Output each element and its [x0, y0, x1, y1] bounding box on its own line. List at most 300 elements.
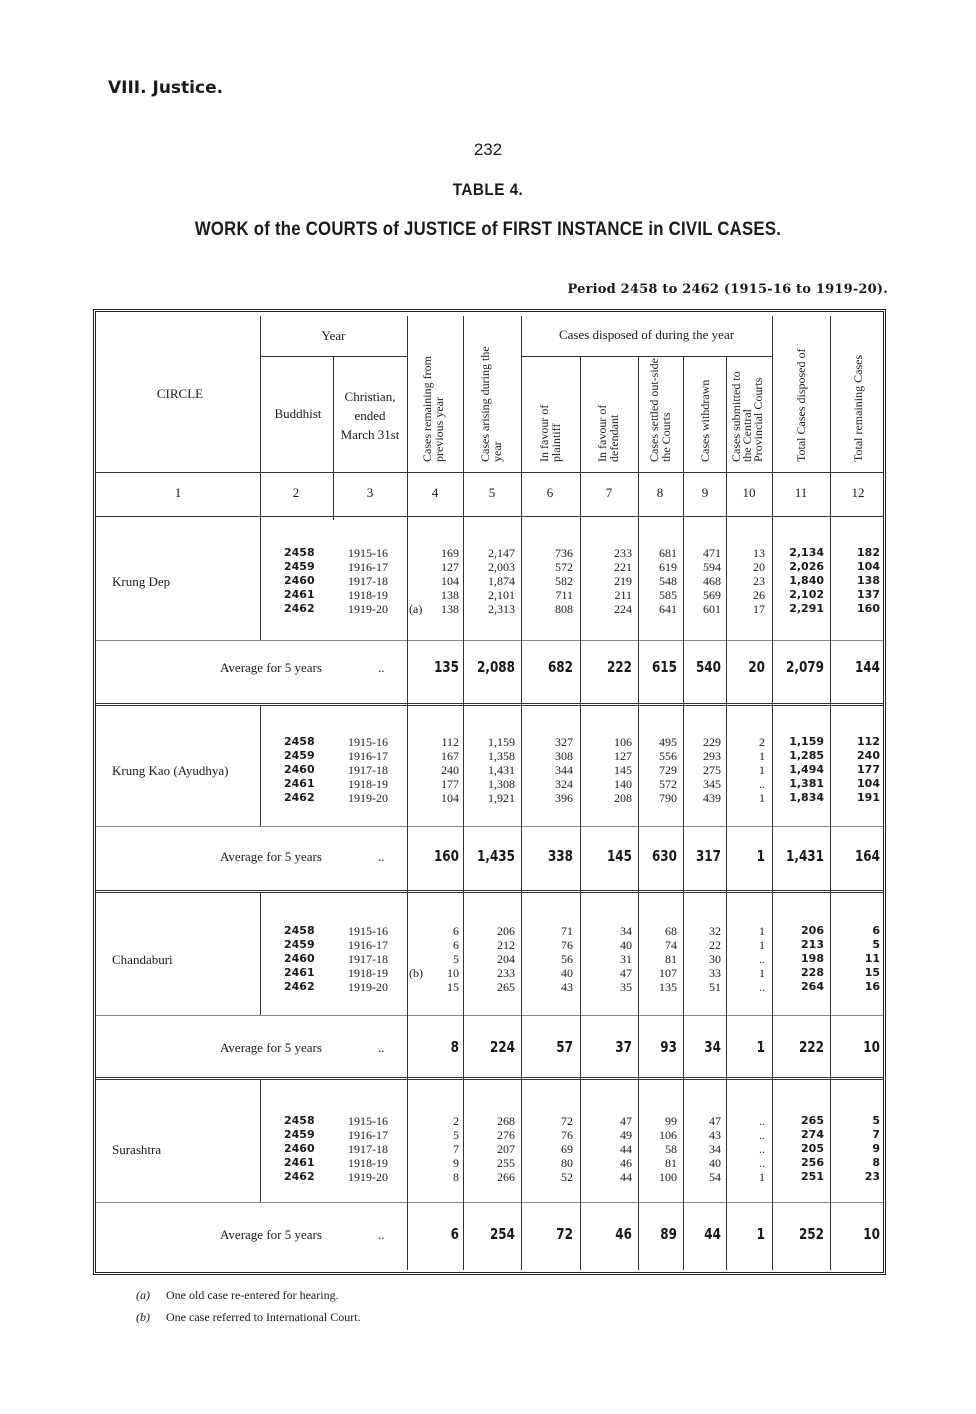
- cell: 1,874: [488, 574, 515, 588]
- cell: 58: [665, 1142, 677, 1156]
- average-value: 93: [660, 1038, 677, 1056]
- cell: 76: [561, 938, 573, 952]
- cell: 1,159: [488, 735, 515, 749]
- cell: 2,102: [789, 588, 824, 601]
- cell: 2,291: [789, 602, 824, 615]
- cell: 30: [709, 952, 721, 966]
- settled-column: [627, 924, 677, 994]
- cell: 1917-18: [348, 1142, 388, 1156]
- table-title: WORK of the COURTS of JUSTICE of FIRST INSTANCE in CIVIL CASES.: [194, 219, 782, 240]
- cell: 135: [659, 980, 677, 994]
- cell: 265: [497, 980, 515, 994]
- cell: 72: [561, 1114, 573, 1128]
- cell: 44: [620, 1142, 632, 1156]
- cell: 711: [555, 588, 573, 602]
- leader-dots: ..: [378, 1227, 385, 1242]
- remaining-prev-column: [409, 546, 459, 616]
- average-value: 72: [556, 1225, 573, 1243]
- cell: 15: [447, 980, 459, 994]
- cell: 274: [801, 1128, 824, 1141]
- cell: 68: [665, 924, 677, 938]
- cell: 1915-16: [348, 546, 388, 560]
- plaintiff-column: [523, 1114, 573, 1184]
- rule: [260, 520, 261, 640]
- cell: 572: [555, 560, 573, 574]
- average-value: 20: [748, 658, 765, 676]
- cell: 1,159: [789, 735, 824, 748]
- submitted-column: [715, 735, 765, 805]
- header-favour-defendant: In favour of defendant: [595, 404, 621, 462]
- cell: 145: [614, 763, 632, 777]
- cell: 240: [857, 749, 880, 762]
- buddhist-years: [284, 1114, 324, 1184]
- circle-name: Krung Kao (Ayudhya): [112, 763, 229, 778]
- cell: 34: [709, 1142, 721, 1156]
- column-number: 9: [701, 485, 709, 500]
- cell: 160: [857, 602, 880, 615]
- cell: 182: [857, 546, 880, 559]
- average-value: 1,431: [786, 847, 824, 865]
- cell: 268: [497, 1114, 515, 1128]
- cell: 1,431: [488, 763, 515, 777]
- cell: 569: [703, 588, 721, 602]
- rule: [772, 316, 773, 1270]
- rule: [407, 316, 408, 1270]
- cell: 2459: [284, 560, 315, 573]
- cell: 1919-20: [348, 602, 388, 616]
- average-value: 224: [489, 1038, 515, 1056]
- cell: 1918-19: [348, 966, 388, 980]
- column-number: 12: [851, 485, 865, 500]
- average-value: 2,079: [786, 658, 824, 676]
- cell: 1,494: [789, 763, 824, 776]
- footnote-text: One case referred to International Court.: [166, 1310, 361, 1324]
- plaintiff-column: [523, 546, 573, 616]
- cell: 213: [801, 938, 824, 951]
- cell: 2462: [284, 602, 315, 615]
- cell: 1: [759, 791, 765, 805]
- submitted-column: [715, 924, 765, 994]
- section-heading: VIII. Justice.: [108, 78, 224, 98]
- cell: 7: [453, 1142, 459, 1156]
- cell: 2460: [284, 1142, 315, 1155]
- cell: 276: [497, 1128, 515, 1142]
- cell: 138: [857, 574, 880, 587]
- cell: 2461: [284, 1156, 315, 1169]
- cell: 177: [441, 777, 459, 791]
- cell: 52: [561, 1170, 573, 1184]
- cell: 2461: [284, 777, 315, 790]
- cell: 229: [703, 735, 721, 749]
- column-number: 7: [605, 485, 613, 500]
- average-value: 222: [606, 658, 632, 676]
- cell: 112: [857, 735, 880, 748]
- average-value: 615: [651, 658, 677, 676]
- cell: 15: [864, 966, 880, 979]
- cell: 790: [659, 791, 677, 805]
- total-remaining-column: [830, 735, 880, 805]
- cell: 2462: [284, 1170, 315, 1183]
- circle-name: Chandaburi: [112, 952, 173, 967]
- cell: 204: [497, 952, 515, 966]
- cell: 327: [555, 735, 573, 749]
- cell: 206: [497, 924, 515, 938]
- cell: 140: [614, 777, 632, 791]
- average-value: 57: [556, 1038, 573, 1056]
- cell: 1: [759, 1170, 765, 1184]
- average-value: 44: [704, 1225, 721, 1243]
- cell: 2459: [284, 749, 315, 762]
- average-value: 1: [756, 847, 765, 865]
- cell: 736: [555, 546, 573, 560]
- defendant-column: [582, 1114, 632, 1184]
- cell: 266: [497, 1170, 515, 1184]
- cell: 32: [709, 924, 721, 938]
- cell: 1,834: [789, 791, 824, 804]
- rule: [521, 356, 772, 357]
- cell: 47: [620, 966, 632, 980]
- average-value: 2,088: [477, 658, 515, 676]
- header-year: Year: [321, 328, 346, 343]
- cell: 1,308: [488, 777, 515, 791]
- cell: 233: [497, 966, 515, 980]
- cell: 619: [659, 560, 677, 574]
- cell: 137: [857, 588, 880, 601]
- cell: 47: [709, 1114, 721, 1128]
- cell: 9: [453, 1156, 459, 1170]
- rule: [260, 706, 261, 826]
- arising-column: [465, 1114, 515, 1184]
- cell: 1916-17: [348, 560, 388, 574]
- rule: [333, 357, 334, 520]
- cell: 495: [659, 735, 677, 749]
- cell: 1917-18: [348, 574, 388, 588]
- cell: 46: [620, 1156, 632, 1170]
- cell: 5: [453, 1128, 459, 1142]
- cell: 439: [703, 791, 721, 805]
- average-value: 338: [547, 847, 573, 865]
- cell: 5: [453, 952, 459, 966]
- rule: [96, 472, 883, 473]
- average-value: 6: [450, 1225, 459, 1243]
- rule: [96, 640, 883, 641]
- rule: [580, 357, 581, 1270]
- total-disposed-column: [774, 1114, 824, 1184]
- average-value: 317: [695, 847, 721, 865]
- cell: 396: [555, 791, 573, 805]
- cell: 138: [441, 602, 459, 616]
- withdrawn-column: [671, 735, 721, 805]
- cell: 1919-20: [348, 980, 388, 994]
- footnote-b: [136, 1310, 361, 1325]
- cell: 1915-16: [348, 1114, 388, 1128]
- average-value: 160: [433, 847, 459, 865]
- cell: 1,381: [789, 777, 824, 790]
- cell: 212: [497, 938, 515, 952]
- table-label: TABLE 4.: [452, 180, 524, 199]
- rule: [260, 893, 261, 1015]
- cell: 205: [801, 1142, 824, 1155]
- cell: 256: [801, 1156, 824, 1169]
- cell: 208: [614, 791, 632, 805]
- cell: 556: [659, 749, 677, 763]
- cell: (b): [409, 966, 423, 980]
- cell: 104: [857, 560, 880, 573]
- average-value: 164: [854, 847, 880, 865]
- cell: 106: [659, 1128, 677, 1142]
- settled-column: [627, 1114, 677, 1184]
- cell: 468: [703, 574, 721, 588]
- average-value: 540: [695, 658, 721, 676]
- header-arising: Cases arising during the year: [478, 346, 504, 462]
- header-total-remaining: Total remaining Cases: [851, 354, 865, 462]
- average-value: 8: [450, 1038, 459, 1056]
- cell: 51: [709, 980, 721, 994]
- cell: 2,003: [488, 560, 515, 574]
- header-remaining-prev: Cases remaining from previous year: [420, 356, 446, 462]
- cell: 1915-16: [348, 924, 388, 938]
- average-value: 145: [606, 847, 632, 865]
- cell: 1916-17: [348, 749, 388, 763]
- cell: 221: [614, 560, 632, 574]
- defendant-column: [582, 924, 632, 994]
- cell: 69: [561, 1142, 573, 1156]
- average-value: 144: [854, 658, 880, 676]
- rule: [260, 1080, 261, 1202]
- column-number: 6: [546, 485, 554, 500]
- cell: 255: [497, 1156, 515, 1170]
- rule: [96, 1015, 883, 1016]
- cell: 264: [801, 980, 824, 993]
- average-value: 254: [489, 1225, 515, 1243]
- total-disposed-column: [774, 546, 824, 616]
- column-number: 4: [431, 485, 439, 500]
- cell: 729: [659, 763, 677, 777]
- cell: 1,840: [789, 574, 824, 587]
- cell: 107: [659, 966, 677, 980]
- cell: 1: [759, 749, 765, 763]
- rule: [96, 826, 883, 827]
- christian-years: [348, 546, 403, 616]
- average-label: Average for 5 years: [220, 1227, 322, 1242]
- cell: 1919-20: [348, 791, 388, 805]
- page-number: 232: [473, 140, 503, 159]
- defendant-column: [582, 546, 632, 616]
- cell: 2460: [284, 574, 315, 587]
- settled-column: [627, 735, 677, 805]
- withdrawn-column: [671, 546, 721, 616]
- cell: 40: [620, 938, 632, 952]
- cell: 127: [441, 560, 459, 574]
- cell: 2461: [284, 588, 315, 601]
- average-value: 630: [651, 847, 677, 865]
- rule: [463, 316, 464, 1270]
- cell: 1: [759, 938, 765, 952]
- buddhist-years: [284, 924, 324, 994]
- cell: 324: [555, 777, 573, 791]
- cell: 1918-19: [348, 777, 388, 791]
- arising-column: [465, 735, 515, 805]
- cell: 40: [561, 966, 573, 980]
- cell: 2,313: [488, 602, 515, 616]
- average-value: 1,435: [477, 847, 515, 865]
- rule: [96, 1202, 883, 1203]
- cell: 2,147: [488, 546, 515, 560]
- cell: 293: [703, 749, 721, 763]
- cell: 594: [703, 560, 721, 574]
- rule: [260, 356, 407, 357]
- cell: 33: [709, 966, 721, 980]
- header-christian: Christian, ended March 31st: [340, 389, 400, 442]
- average-value: 1: [756, 1225, 765, 1243]
- cell: 112: [441, 735, 459, 749]
- rule: [260, 316, 261, 520]
- cell: 7: [872, 1128, 880, 1141]
- cell: 13: [753, 546, 765, 560]
- header-circle: CIRCLE: [156, 386, 204, 401]
- cell: 49: [620, 1128, 632, 1142]
- average-value: 222: [798, 1038, 824, 1056]
- double-rule: [96, 890, 883, 893]
- cell: 169: [441, 546, 459, 560]
- cell: 8: [453, 1170, 459, 1184]
- cell: 104: [857, 777, 880, 790]
- cell: 1,285: [789, 749, 824, 762]
- average-value: 252: [798, 1225, 824, 1243]
- cell: 641: [659, 602, 677, 616]
- rule: [521, 316, 522, 1270]
- cell: ..: [759, 1142, 765, 1156]
- cell: 1917-18: [348, 763, 388, 777]
- cell: 582: [555, 574, 573, 588]
- cell: 23: [753, 574, 765, 588]
- double-rule: [96, 1077, 883, 1080]
- cell: 1918-19: [348, 1156, 388, 1170]
- header-submitted-central: Cases submitted to the Central Provincial Courts: [729, 371, 765, 462]
- cell: 344: [555, 763, 573, 777]
- arising-column: [465, 924, 515, 994]
- cell: 211: [614, 588, 632, 602]
- christian-years: [348, 1114, 403, 1184]
- column-number: 10: [742, 485, 756, 500]
- cell: 1919-20: [348, 1170, 388, 1184]
- remaining-prev-column: [409, 924, 459, 994]
- cell: 81: [665, 952, 677, 966]
- cell: 219: [614, 574, 632, 588]
- cell: 43: [561, 980, 573, 994]
- header-disposed-group: Cases disposed of during the year: [558, 327, 735, 342]
- cell: (a): [409, 602, 423, 616]
- cell: 44: [620, 1170, 632, 1184]
- cell: 2462: [284, 791, 315, 804]
- cell: 1917-18: [348, 952, 388, 966]
- cell: 2460: [284, 763, 315, 776]
- cell: 2459: [284, 938, 315, 951]
- cell: 9: [872, 1142, 880, 1155]
- cell: ..: [759, 952, 765, 966]
- period-caption: Period 2458 to 2462 (1915-16 to 1919-20).: [567, 282, 888, 297]
- column-number: 1: [174, 485, 182, 500]
- column-number: 3: [366, 485, 374, 500]
- withdrawn-column: [671, 1114, 721, 1184]
- circle-name: Krung Dep: [112, 574, 171, 589]
- cell: 240: [441, 763, 459, 777]
- cell: 80: [561, 1156, 573, 1170]
- cell: 308: [555, 749, 573, 763]
- total-remaining-column: [830, 1114, 880, 1184]
- cell: 106: [614, 735, 632, 749]
- cell: 198: [801, 952, 824, 965]
- cell: 2458: [284, 735, 315, 748]
- cell: 808: [555, 602, 573, 616]
- cell: 2458: [284, 546, 315, 559]
- cell: 23: [864, 1170, 880, 1183]
- cell: 2462: [284, 980, 315, 993]
- cell: 17: [753, 602, 765, 616]
- cell: 74: [665, 938, 677, 952]
- cell: 1916-17: [348, 938, 388, 952]
- total-remaining-column: [830, 546, 880, 616]
- cell: 2461: [284, 966, 315, 979]
- cell: 572: [659, 777, 677, 791]
- footnote-mark: (a): [136, 1288, 150, 1302]
- christian-years: [348, 735, 403, 805]
- cell: 585: [659, 588, 677, 602]
- leader-dots: ..: [378, 1040, 385, 1055]
- cell: 345: [703, 777, 721, 791]
- average-value: 682: [547, 658, 573, 676]
- circle-name: Surashtra: [112, 1142, 162, 1157]
- cell: 548: [659, 574, 677, 588]
- total-remaining-column: [830, 924, 880, 994]
- cell: 207: [497, 1142, 515, 1156]
- leader-dots: ..: [378, 660, 385, 675]
- remaining-prev-column: [409, 735, 459, 805]
- remaining-prev-column: [409, 1114, 459, 1184]
- cell: 76: [561, 1128, 573, 1142]
- cell: 26: [753, 588, 765, 602]
- header-settled-outside: Cases settled out-side the Courts: [647, 358, 673, 462]
- cell: 228: [801, 966, 824, 979]
- cell: 6: [453, 924, 459, 938]
- cell: 104: [441, 574, 459, 588]
- footnote-text: One old case re-entered for hearing.: [166, 1288, 339, 1302]
- cell: ..: [759, 1128, 765, 1142]
- average-value: 135: [433, 658, 459, 676]
- rule: [96, 516, 883, 517]
- column-number: 11: [794, 485, 808, 500]
- cell: 1,358: [488, 749, 515, 763]
- christian-years: [348, 924, 403, 994]
- cell: 681: [659, 546, 677, 560]
- cell: 1: [759, 966, 765, 980]
- cell: 16: [864, 980, 880, 993]
- cell: 31: [620, 952, 632, 966]
- average-label: Average for 5 years: [220, 849, 322, 864]
- defendant-column: [582, 735, 632, 805]
- cell: ..: [759, 1156, 765, 1170]
- cell: 471: [703, 546, 721, 560]
- cell: 2,134: [789, 546, 824, 559]
- cell: 6: [453, 938, 459, 952]
- cell: 20: [753, 560, 765, 574]
- header-withdrawn: Cases withdrawn: [698, 379, 712, 462]
- column-number: 5: [488, 485, 496, 500]
- settled-column: [627, 546, 677, 616]
- cell: 47: [620, 1114, 632, 1128]
- cell: 601: [703, 602, 721, 616]
- cell: 2: [759, 735, 765, 749]
